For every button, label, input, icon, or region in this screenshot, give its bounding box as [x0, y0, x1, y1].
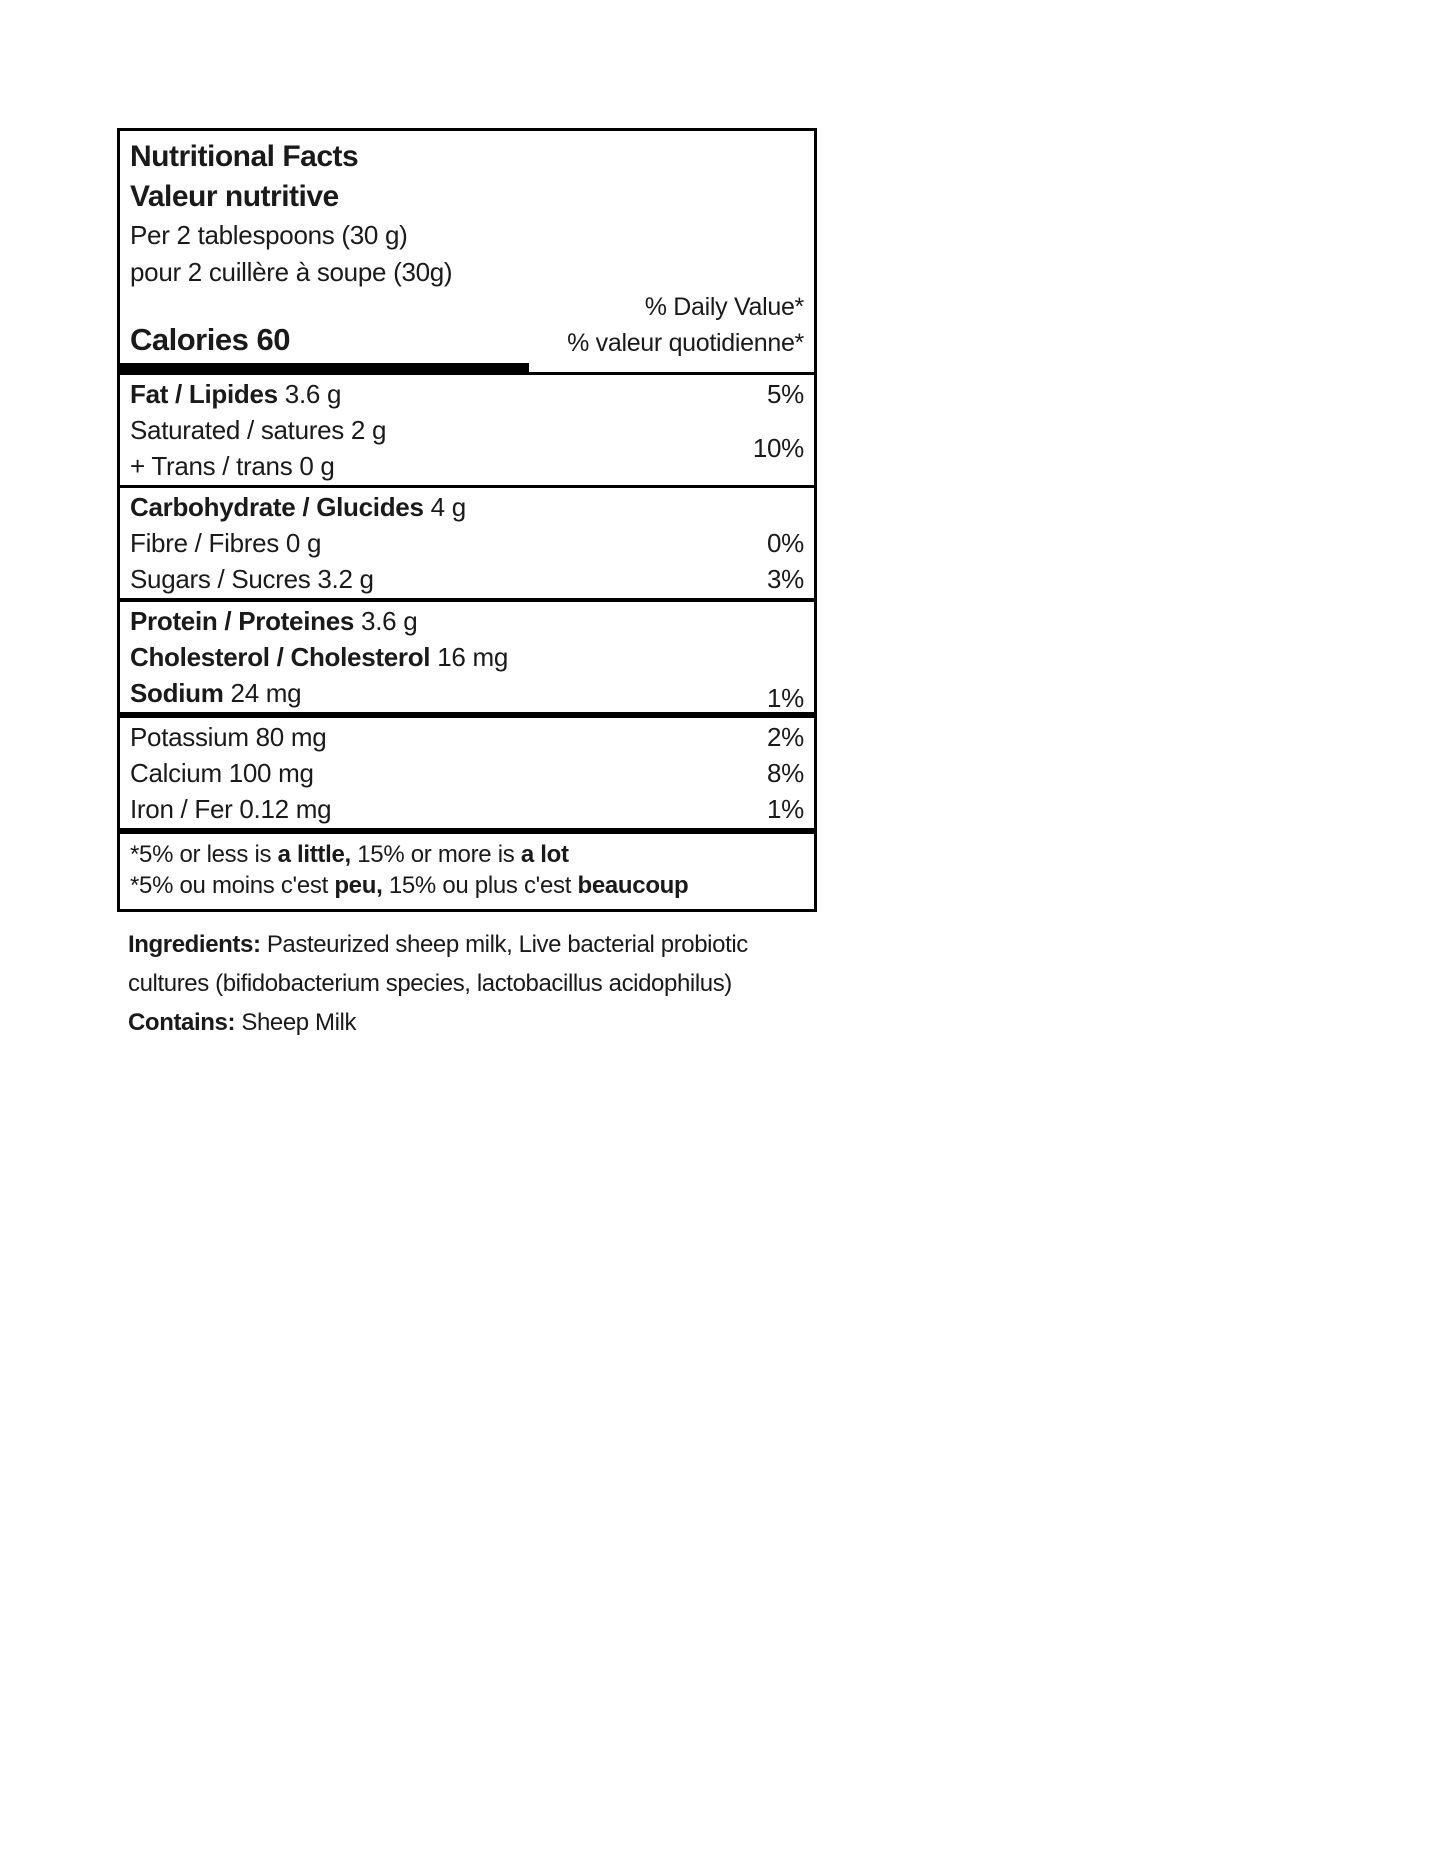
- ingredients-block: [128, 925, 748, 1042]
- footnote-fr: *5% ou moins c'est peu, 15% ou plus c'est beaucoup: [130, 872, 689, 899]
- footnote-en: *5% or less is a little, 15% or more is a lot: [130, 841, 569, 868]
- calories-row: Calories 60: [130, 322, 290, 357]
- calcium-name: Calcium 100 mg: [130, 757, 314, 788]
- nutrition-facts-label: [117, 128, 817, 912]
- serving-size-fr: pour 2 cuillère à soupe (30g): [130, 257, 453, 287]
- sugars-row: [120, 561, 814, 597]
- serving-size-en: Per 2 tablespoons (30 g): [130, 220, 408, 250]
- label-title-fr: Valeur nutritive: [130, 180, 339, 213]
- iron-daily-value: 1%: [767, 793, 804, 824]
- fat-section: [120, 372, 814, 485]
- carbohydrate-name: Carbohydrate / Glucides 4 g: [130, 491, 466, 522]
- fibre-daily-value: 0%: [767, 527, 804, 558]
- daily-value-heading: [567, 289, 804, 361]
- trans-row: + Trans / trans 0 g: [130, 450, 335, 481]
- fat-name: Fat / Lipides 3.6 g: [130, 378, 342, 409]
- daily-value-heading-en: % Daily Value*: [644, 293, 804, 321]
- ingredients-line-1: Ingredients: Pasteurized sheep milk, Live bacterial probiotic: [128, 931, 748, 958]
- sodium-name: Sodium 24 mg: [130, 677, 302, 708]
- minerals-section: [120, 712, 814, 828]
- cholesterol-name: Cholesterol / Cholesterol 16 mg: [130, 641, 508, 672]
- protein-row: [120, 603, 814, 639]
- sodium-row: [120, 675, 814, 711]
- iron-name: Iron / Fer 0.12 mg: [130, 793, 332, 824]
- ingredients-line-2: cultures (bifidobacterium species, lactobacillus acidophilus): [128, 970, 732, 997]
- fat-daily-value: 5%: [767, 378, 804, 409]
- potassium-name: Potassium 80 mg: [130, 721, 327, 752]
- calcium-daily-value: 8%: [767, 757, 804, 788]
- carbohydrate-section: [120, 485, 814, 598]
- fat-row: [120, 376, 814, 412]
- potassium-daily-value: 2%: [767, 721, 804, 752]
- contains-label: Contains:: [128, 1009, 236, 1036]
- saturated-row: Saturated / satures 2 g: [130, 414, 387, 445]
- iron-row: [120, 791, 814, 827]
- fibre-row: [120, 525, 814, 561]
- saturated-trans-group: [120, 412, 814, 484]
- saturated-trans-daily-value: 10%: [752, 432, 804, 463]
- potassium-row: [120, 719, 814, 755]
- fibre-name: Fibre / Fibres 0 g: [130, 527, 322, 558]
- sodium-daily-value: 1%: [767, 682, 804, 713]
- label-title-en: Nutritional Facts: [130, 140, 359, 173]
- daily-value-heading-fr: % valeur quotidienne*: [567, 329, 804, 357]
- calories-divider-bar: [120, 363, 529, 372]
- sugars-daily-value: 3%: [767, 563, 804, 594]
- sugars-name: Sugars / Sucres 3.2 g: [130, 563, 374, 594]
- ingredients-label: Ingredients:: [128, 931, 261, 958]
- protein-section: [120, 598, 814, 712]
- label-header-section: [120, 131, 814, 372]
- footnote-section: [120, 828, 814, 909]
- cholesterol-row: [120, 639, 814, 675]
- contains-line: Contains: Sheep Milk: [128, 1009, 357, 1036]
- protein-name: Protein / Proteines 3.6 g: [130, 605, 418, 636]
- calcium-row: [120, 755, 814, 791]
- carbohydrate-row: [120, 489, 814, 525]
